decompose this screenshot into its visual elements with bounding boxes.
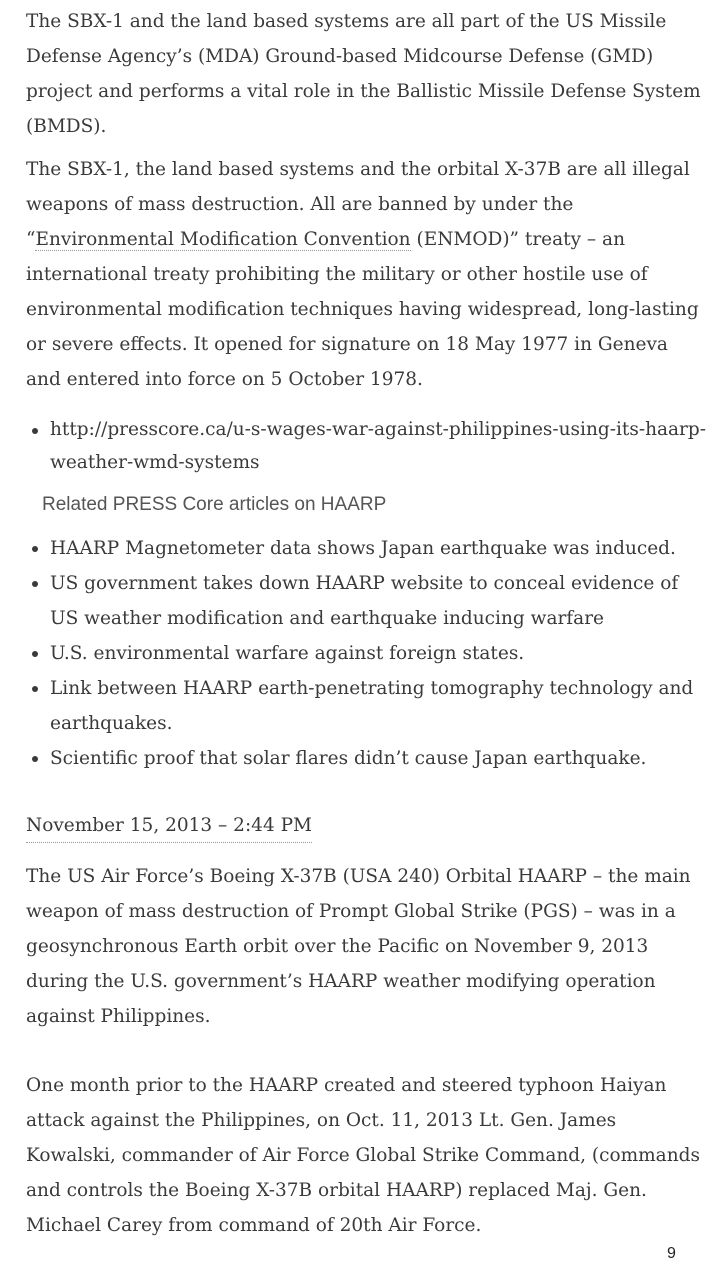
page-number: 9 xyxy=(667,1245,676,1262)
list-item xyxy=(26,413,706,479)
list-item xyxy=(26,531,706,566)
source-link-list xyxy=(26,413,706,479)
bullet-icon xyxy=(32,651,38,657)
document-page xyxy=(26,4,706,1243)
list-item xyxy=(26,566,706,636)
bullet-icon xyxy=(32,756,38,762)
list-item xyxy=(26,636,706,671)
post-date[interactable]: November 15, 2013 – 2:44 PM xyxy=(26,810,312,843)
bullet-icon xyxy=(32,581,38,587)
related-article-link[interactable]: Scientific proof that solar flares didn’t cause Japan earthquake. xyxy=(50,748,647,769)
list-item xyxy=(26,741,706,776)
related-article-link[interactable]: HAARP Magnetometer data shows Japan earthquake was induced. xyxy=(50,538,676,559)
list-item xyxy=(26,671,706,741)
bullet-icon xyxy=(32,428,38,434)
related-articles-list xyxy=(26,531,706,776)
related-articles-heading: Related PRESS Core articles on HAARP xyxy=(42,494,387,515)
related-article-link[interactable]: Link between HAARP earth-penetrating tomography technology and earthquakes. xyxy=(50,678,694,734)
enmod-link[interactable]: Environmental Modification Convention xyxy=(35,229,411,250)
paragraph-illegal-weapons-end: (ENMOD)” treaty – an international treaty prohibiting the military or other hostile use of environmental modification techniques having widespread, long-lasting or severe effects. It opened for signature on 18 May 1977 in Geneva and entered into force on 5 October 1978. xyxy=(26,229,699,390)
paragraph-sbx1-mda: The SBX-1 and the land based systems are all part of the US Missile Defense Agency’s (MDA) Ground-based Midcourse Defense (GMD) project and performs a vital role in the Ballistic Missile Defense System (BMDS). xyxy=(26,11,701,137)
paragraph-illegal-weapons-start: The SBX-1, the land based systems and the orbital X-37B are all illegal weapons of mass destruction. All are banned by under the “ xyxy=(26,159,690,250)
related-article-link[interactable]: US government takes down HAARP website to conceal evidence of US weather modification and earthquake inducing warfare xyxy=(50,573,679,629)
paragraph-x37b-orbit: The US Air Force’s Boeing X-37B (USA 240) Orbital HAARP – the main weapon of mass destruction of Prompt Global Strike (PGS) – was in a geosynchronous Earth orbit over the Pacific on November 9, 2013 during the U.S. government’s HAARP weather modifying operation against Philippines. xyxy=(26,866,691,1027)
bullet-icon xyxy=(32,686,38,692)
paragraph-kowalski: One month prior to the HAARP created and steered typhoon Haiyan attack against the Philippines, on Oct. 11, 2013 Lt. Gen. James Kowalski, commander of Air Force Global Strike Command, (commands and controls the Boeing X-37B orbital HAARP) replaced Maj. Gen. Michael Carey from command of 20th Air Force. xyxy=(26,1075,700,1236)
bullet-icon xyxy=(32,546,38,552)
paragraph-illegal-weapons xyxy=(26,152,706,397)
related-article-link[interactable]: U.S. environmental warfare against foreign states. xyxy=(50,643,525,664)
source-url-link[interactable]: http://presscore.ca/u-s-wages-war-against-philippines-using-its-haarp-weather-wmd-systems xyxy=(50,419,706,473)
